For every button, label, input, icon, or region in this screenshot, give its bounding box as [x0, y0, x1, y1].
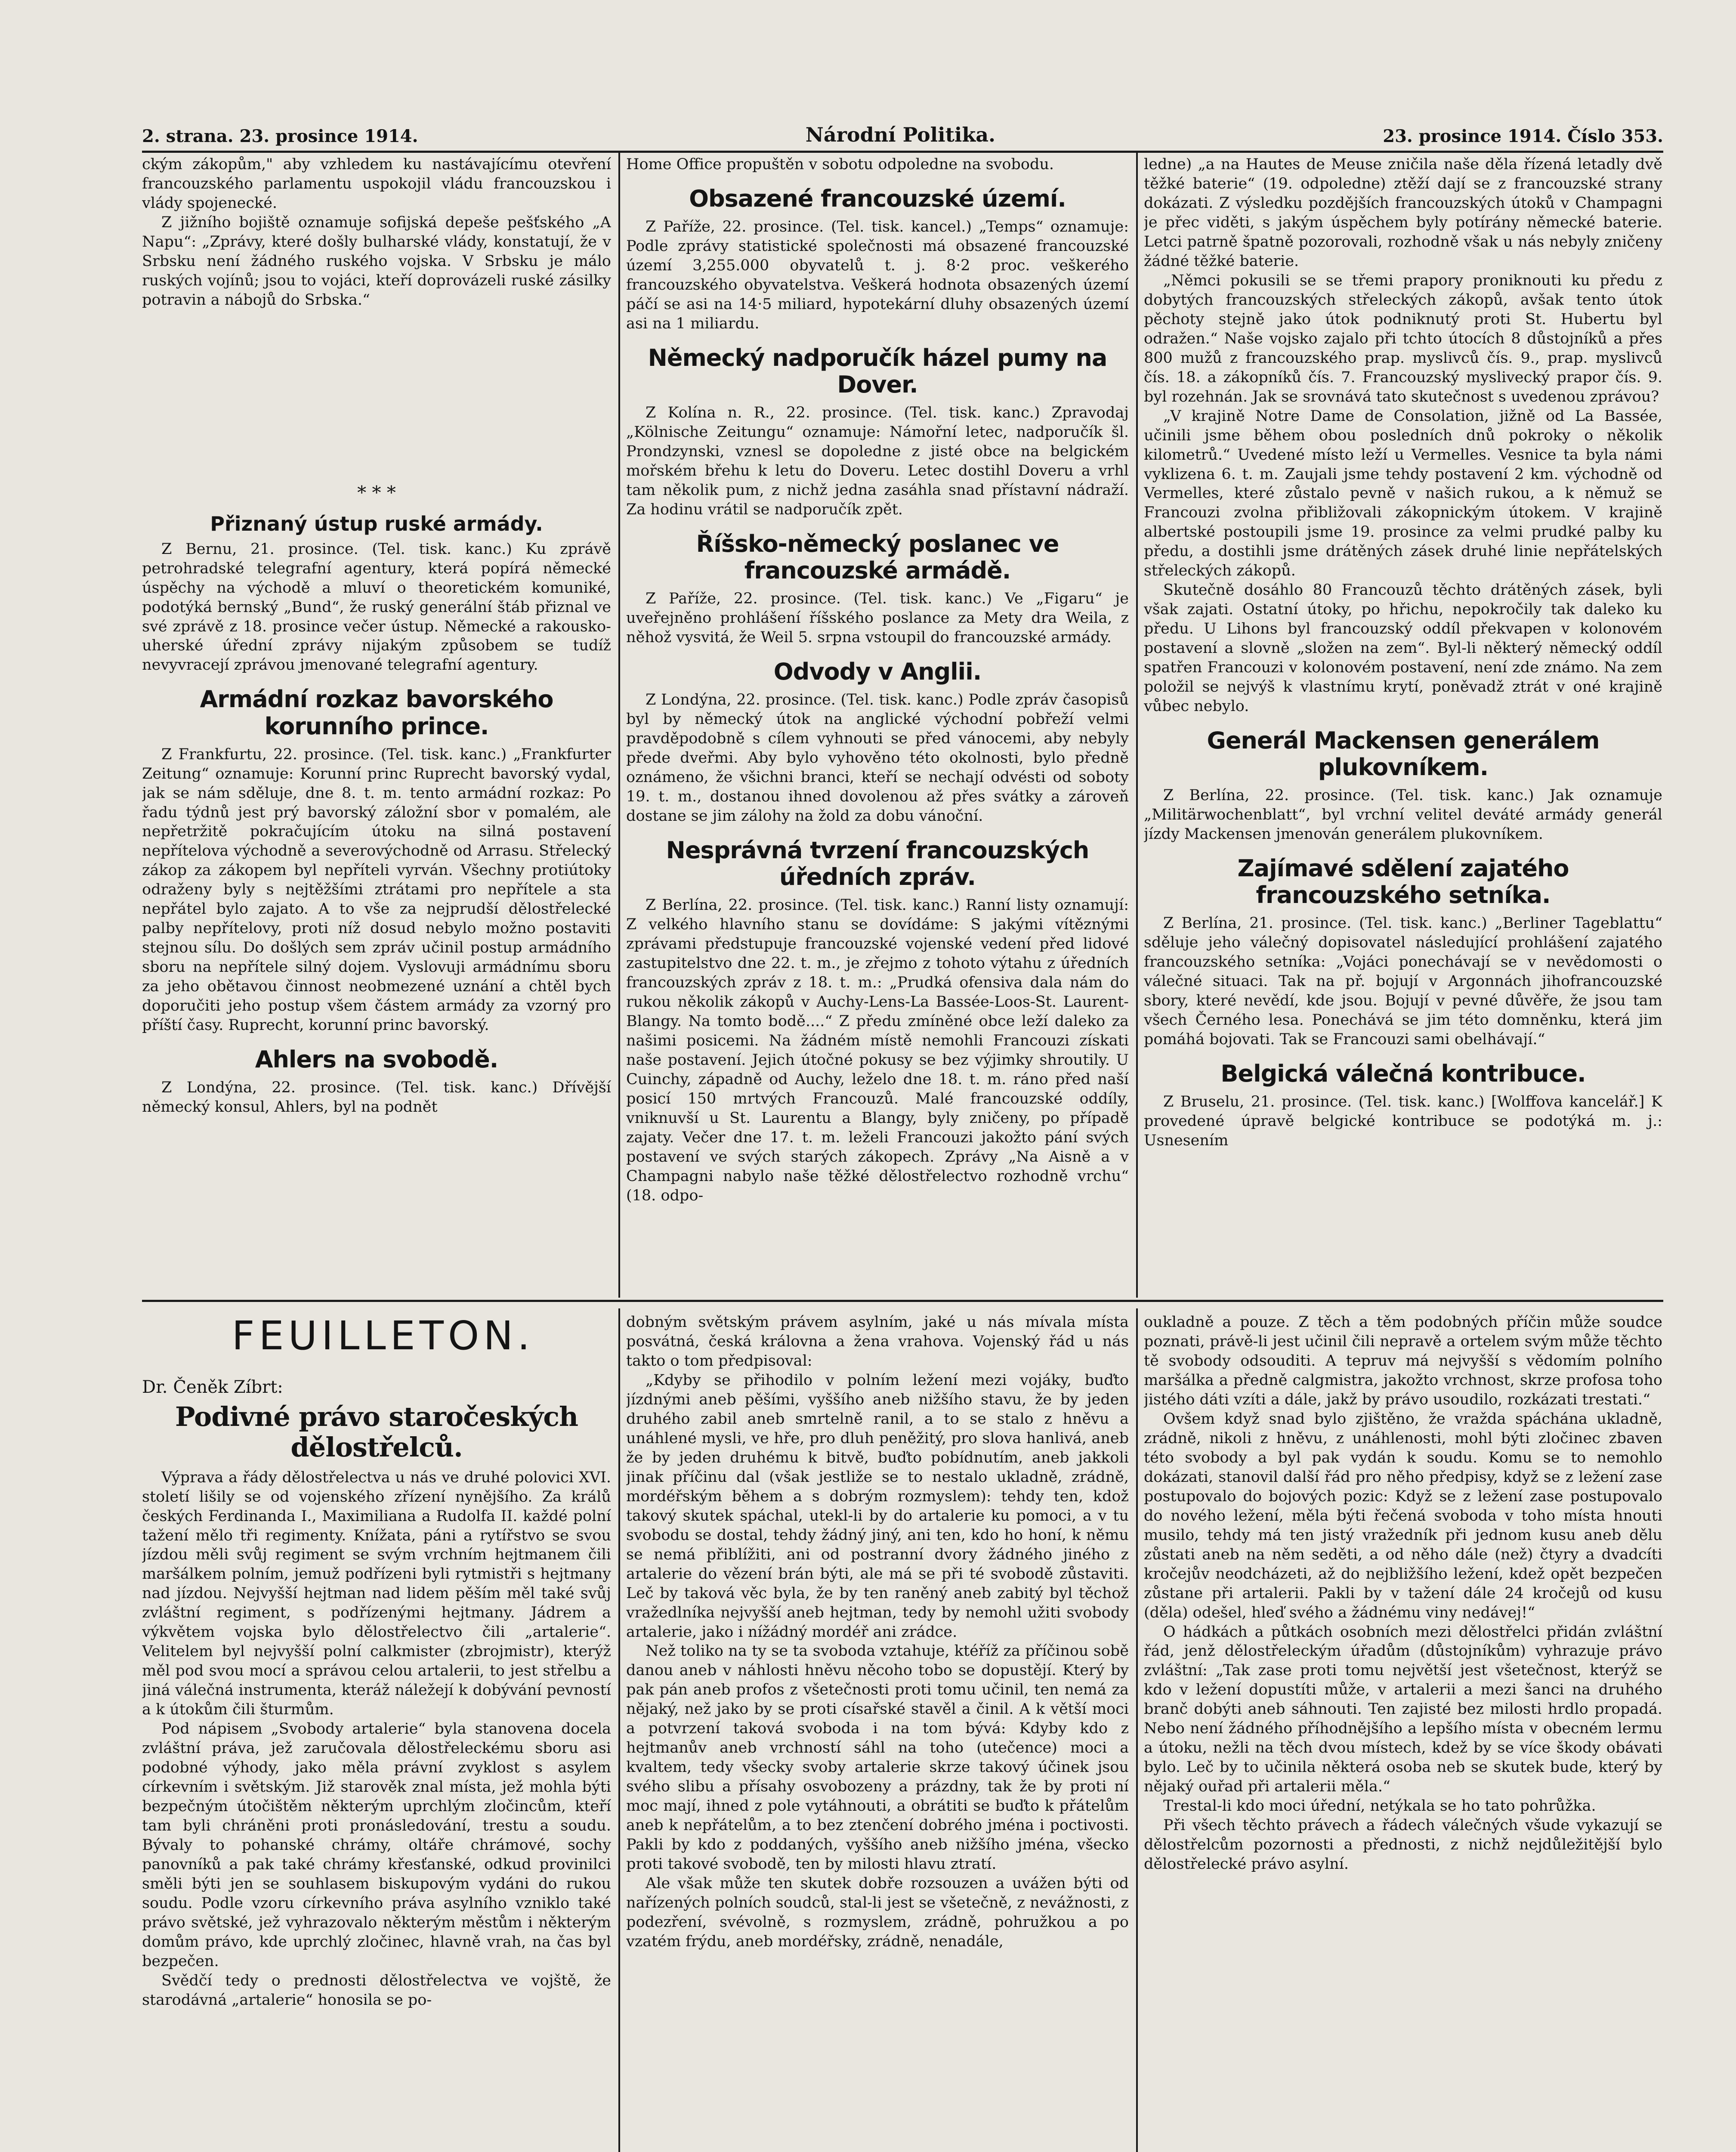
feuilleton-column-3: [1144, 1313, 1662, 2152]
feuilleton-paragraph: Pod nápisem „Svobody artalerie“ byla stanovena docela zvláštní práva, jež zaručovala dělostřeleckému sboru asi podobné výhody, jako měla právní zvyklost s asylem církevním i světským. Již starověk znal místa, jež mohla býti bezpečným útočištěm některým uprchlým zločincům, kteří tam byli chráněni proti pronásledování, trestu a soudu. Bývaly to pohanské chrámy, oltáře chrámové, sochy panovníků a pak také chrámy křesťanské, odkud provinilci směli býti jen se souhlasem biskupovým vydáni do rukou soudu. Podle vzoru církevního práva asylního vzniklo také právo světské, jež vyhrazovalo některým městům i některým domům právo, kde uprchlý zločinec, hlavně vrah, na čas byl bezpečen.: [142, 1720, 611, 1970]
article-continuation: Home Office propuštěn v sobotu odpoledne na svobodu.: [626, 156, 1054, 173]
feuilleton-author: Dr. Čeněk Zíbrt:: [142, 1377, 283, 1397]
article-paragraph: Z Paříže, 22. prosince. (Tel. tisk. kancel.) „Temps“ oznamuje: Podle zprávy statistické společnosti má obsazené francouzské území 3,255.000 obyvatelů t. j. 8·2 proc. veškerého francouzského obyvatelstva. Veškerá hodnota obsazených území páčí se asi na 14·5 miliard, hypotekární dluhy obsazených území asi na 1 miliardu.: [626, 218, 1129, 332]
feuilleton-paragraph: O hádkách a půtkách osobních mezi dělostřelci přidán zvláštní řád, jenž dělostřeleckým úřadům (důstojníkům) vyhrazuje právo zvláštní: „Tak zase proti tomu největší jest všetečnost, kterýž se kdo v ležení dopustíti může, v artalerii a mezi šanci na druhého branč dobýti aneb sáhnouti. Ten zajisté bez milosti hrdlo propadá. Nebo není žádného příhodnějšího a lepšího místa v obecném lermu a útoku, nežli na těch dvou místech, kdež by se více škody obávati bylo. Leč by to učinila některá osoba neb se skutek bude, který by nějaký ouřad při artalerii měla.“: [1144, 1623, 1662, 1796]
article-heading: Zajímavé sdělení zajatého francouzského setníka.: [1237, 855, 1569, 909]
feuilleton-paragraph: dobným světským právem asylním, jaké u nás mívala místa posvátná, česká královna a žena vrahova. Vojenský řád u nás takto o tom předpisoval:: [626, 1314, 1129, 1370]
article-paragraph: „Němci pokusili se se třemi prapory proniknouti ku předu z dobytých francouzských střeleckých zákopů, avšak tento útok pěchoty stejně jako útok podniknutý proti St. Hubertu byl odražen.“ Naše vojsko zajalo při tchto útocích 8 důstojníků a přes 800 mužů z francouzského prap. myslivců čís. 9., prap. myslivců čís. 18. a zákopníků čís. 7. Francouzský myslivecký prapor čís. 9. byl rozehnán. Jak se srovnává tato skutečnost s uvedenou zprávou?: [1144, 272, 1662, 405]
feuilleton-column-1: [142, 1369, 611, 2152]
article-heading: Obsazené francouzské území.: [689, 185, 1066, 212]
news-column-2: [626, 155, 1129, 1296]
feuilleton-column-2: [626, 1313, 1129, 2152]
header-date-left: 2. strana. 23. prosince 1914.: [142, 126, 418, 146]
feuilleton-paragraph: Výprava a řády dělostřelectva u nás ve druhé polovici XVI. století lišily se od vojenského zřízení nynějšího. Za králů českých Ferdinanda I., Maximiliana a Rudolfa II. každé polní tažení mělo tři regimenty. Knížata, páni a rytířstvo se svou jízdou měli svůj regiment se svým vrchním hejtmanem čili maršálkem polním, jemuž podřízeni byli rytmistři s hejtmany nad jízdou. Nejvyšší hejtman nad lidem pěším měl také svůj zvláštní regiment, s podřízenými hejtmany. Jádrem a výkvětem vojska bylo dělostřelectvo čili „artalerie“. Velitelem byl nejvyšší polní calkmister (zbrojmistr), kterýž měl pod svou mocí a správou celou artalerii, to jest střelbu a jiná válečná instrumenta, kteráž náležejí k dobývání pevností a k útokům čili šturmům.: [142, 1469, 611, 1719]
section-separator: * * *: [357, 482, 396, 503]
article-heading: Odvody v Anglii.: [773, 658, 982, 685]
header-issue-right: 23. prosince 1914. Číslo 353.: [1383, 126, 1663, 146]
news-column-1: [142, 155, 611, 1296]
article-continuation: ledne) „a na Hautes de Meuse zničila naše děla řízená letadly dvě těžké baterie“ (19. odpoledne) ztěží dají se z francouzské strany dokázati. Z výsledku pozdějších francouzských útoků v Champagni je přec viděti, s jakým úspěchem byly potírány německé baterie. Letci patrně špatně pozorovali, rozhodně však u nás nebyly zničeny žádné těžké baterie.: [1144, 156, 1662, 270]
article-paragraph: Z Frankfurtu, 22. prosince. (Tel. tisk. kanc.) „Frankfurter Zeitung“ oznamuje: Korunní princ Ruprecht bavorský vydal, jak se nám sděluje, dne 8. t. m. tento armádní rozkaz: Po řadu týdnů jest prý bavorský záložní sbor v pomalém, ale nepřetržitě pokračujícím útoku na silná postavení nepřítelova východně a severovýchodně od Arrasu. Střelecký zákop za zákopem byl nepříteli vyrván. Všechny protiútoky odraženy byly s nejtěžšími ztrátami pro nepřítele a sta nepřátel bylo zajato. A to vše za nejprudší dělostřelecké palby nepřítelovy, proti níž dosud nebylo možno postaviti stejnou sílu. Do došlých sem zpráv učinil postup armádního sboru na nepřítele silný dojem. Vyslovuji armádnímu sboru za jeho obětavou činnost neobmezené uznání a chtěl bych doporučiti jeho postup všem částem armády za vzorný pro příští časy. Ruprecht, korunní princ bavorský.: [142, 745, 611, 1034]
article-paragraph: Z Bernu, 21. prosince. (Tel. tisk. kanc.) Ku zprávě petrohradské telegrafní agentury, která popírá německé úspěchy na východě a mluví o theoretickém komuniké, podotýká bernský „Bund“, že ruský generální štáb přiznal ve své zprávě z 18. prosince večer ústup. Německé a rakousko-uherské úřední zprávy nijakým způsobem se tudíž nevyvracejí zprávou jmenované telegrafní agentury.: [142, 540, 611, 674]
article-paragraph: Z Berlína, 21. prosince. (Tel. tisk. kanc.) „Berliner Tageblattu“ sděluje jeho válečný dopisovatel následující prohlášení zajatého francouzského setníka: „Vojáci ponechávají se v nevědomosti o válečné situaci. Tak na př. bojují v Argonnách jihofrancouzské sbory, které nevědí, kde jsou. Bojují v pevné důvěře, že jsou tam všech Černého lesa. Ponechává se jim této domněnku, která jim pomáhá bojovati. Tak se Francouzi sami obelhávají.“: [1144, 915, 1662, 1048]
article-paragraph: Z Bruselu, 21. prosince. (Tel. tisk. kanc.) [Wolffova kancelář.] K provedené úpravě belgické kontribuce se podotýká m. j.: Usnesením: [1144, 1093, 1662, 1150]
article-paragraph: Z Kolína n. R., 22. prosince. (Tel. tisk. kanc.) Zpravodaj „Kölnische Zeitungu“ oznamuje: Námořní letec, nadporučík šl. Prondzynski, vznesl se dopoledne z jisté obce na belgickém mořském břehu k letu do Doveru. Letec dostihl Doveru a vrhl tam několik pum, z nichž jedna zasáhla snad přístavní nádraží. Za hodinu vrátil se nadporučík zpět.: [626, 404, 1129, 518]
article-heading: Armádní rozkaz bavorského korunního prince.: [200, 686, 553, 740]
feuilleton-paragraph: Ale však může ten skutek dobře rozsouzen a uvážen býti od nařízených polních soudců, stal-li jest se všetečně, z nevážnosti, z podezření, svévolně, s rozmyslem, zrádně, pohružkou a po vzatém frýdu, aneb mordéřsky, zrádně, nenadále,: [626, 1875, 1129, 1950]
article-heading: Německý nadporučík házel pumy na Dover.: [648, 344, 1107, 398]
feuilleton-paragraph: Ovšem když snad bylo zjištěno, že vražda spáchána ukladně, zrádně, nikoli z hněvu, z unáhlenosti, mohl býti zločinec zbaven této svobody a byl pak vydán k soudu. Komu se to nemohlo dokázati, stanovil další řád pro něho předpisy, když se z ležení zase postupovalo do bojových pozic: Když se z ležení zase postupovalo do nového ležení, měla býti řečená svoboda v toho místa hnouti musilo, tehdy má ten jistý vražedník při jednom kusu aneb dělu zůstati aneb na něm seděti, a od něho dále (než) čtyry a dvadcíti kročejův neodcházeti, až do nejbližšího ležení, kdež opět bezpečen zůstane při artalerii. Pakli by v tažení dále 24 kročejů od kusu (děla) odešel, hleď svého a žádnému viny nedávej!“: [1144, 1410, 1662, 1621]
column-rule: [1136, 1308, 1138, 2152]
column-rule: [618, 153, 620, 1298]
news-column-3: [1144, 155, 1662, 1296]
article-paragraph: Z Berlína, 22. prosince. (Tel. tisk. kanc.) Jak oznamuje „Militärwochenblatt“, byl vrchní velitel deváté armády generál jízdy Mackensen jmenován generálem plukovníkem.: [1144, 787, 1662, 843]
article-heading: Přiznaný ústup ruské armády.: [210, 512, 543, 535]
article-heading: Ahlers na svobodě.: [255, 1046, 498, 1073]
feuilleton-paragraph: „Kdyby se přihodilo v polním ležení mezi vojáky, buďto jízdnými aneb pěšími, vyššího aneb nižšího stavu, že by jeden druhého zabil aneb smrtelně ranil, a to se stalo z hněvu a unáhlené mysli, ve hře, pro dluh peněžitý, pro slova hanlivá, aneb že by jeden druhému k bitvě, buďto pobídnutím, aneb jakkoli jinak příčinu dal (však jestliže se to nestalo ukladně, zrádně, mordéřským během a s dobrým rozmyslem): tehdy ten, kdož takový skutek spáchal, utekl-li by do artalerie ku pomoci, a v tu svobodu se dostal, tehdy žádný jiný, ani ten, kdo ho honí, k němu se nemá přiblížiti, ani od postranní dvory žádného jiného z artalerie do vězení brán býti, ale má se při té svobodě zůstaviti. Leč by taková věc byla, že by ten raněný aneb zabitý byl těchož vražedlníka nejvyšší aneb hejtman, tedy by nemohl užiti svobody artalerie, jako i nížádný mordéř ani zrádce.: [626, 1371, 1129, 1641]
feuilleton-heading: Podivné právo staročeských dělostřelců.: [175, 1401, 578, 1463]
article-paragraph: Z Londýna, 22. prosince. (Tel. tisk. kanc.) Podle zpráv časopisů byl by německý útok na anglické východní pobřeží velmi pravděpodobně s cílem vyhnouti se před vánocemi, aby nebyly přede dveřmi. Aby bylo vyhověno této okolnosti, bylo předně oznámeno, že všichni branci, kteří se nechají odvésti od soboty 19. t. m., dostanou ihned dovolenou až přes svátky a zároveň dostane se jim zálohy na žold za dobu vánoční.: [626, 691, 1129, 825]
article-heading: Říšsko-německý poslanec ve francouzské armádě.: [696, 530, 1059, 584]
article-paragraph: Z Londýna, 22. prosince. (Tel. tisk. kanc.) Dřívější německý konsul, Ahlers, byl na podnět: [142, 1079, 611, 1116]
feuilleton-paragraph: Než toliko na ty se ta svoboda vztahuje, ktéříž za příčinou sobě danou aneb v náhlosti hněvu něcoho tobo se dopustějí. Který by pak pán aneb profos z všetečnosti proti tomu učinil, ten nemá za nějaký, než jako by se proti císařské stavěl a činil. A k větší moci a potvrzení taková svoboda i na tom bývá: Kdyby kdo z hejtmanův aneb vrchností sáhl na toho (utečence) moci a kvaltem, tedy všecky svoby artalerie skrze takový účinek jsou svého slibu a přísahy osvobozeny a prázdny, tak že by proti ní moc mají, ihned z pole vytáhnouti, a obrátiti se buďto k přátelům aneb k nepřátelům, a to bez ztenčení dobrého jména i poctivosti. Pakli by kdo z poddaných, vyššího aneb nižšího jména, všecko proti takové svobodě, ten by milosti hlavu ztratí.: [626, 1642, 1129, 1873]
article-heading: Belgická válečná kontribuce.: [1220, 1060, 1586, 1088]
article-paragraph: Z Paříže, 22. prosince. (Tel. tisk. kanc.) Ve „Figaru“ je uveřejněno prohlášení říšského poslance za Mety dra Weila, z něhož vysvitá, že Weil 5. srpna vstoupil do francouzské armády.: [626, 590, 1129, 646]
feuilleton-paragraph: Při všech těchto právech a řádech válečných všude vykazují se dělostřelcům pozornosti a přednosti, z nichž nejdůležitější bylo dělostřelecké právo asylní.: [1144, 1817, 1662, 1873]
masthead: [142, 116, 1663, 153]
article-paragraph: Skutečně dosáhlo 80 Francouzů těchto drátěných zásek, byli však zajati. Ostatní útoky, po hřichu, nepokročily tak daleko ku předu. U Lihons byl francouzský oddíl překvapen v kolonovém postavení a slovně „složen na zem“. Byl-li některý německý oddíl spatřen Francouzi v kolonovém postavení, není zde známo. Na zem položil se nejvýš k vlastnímu krytí, poněvadž ztrát v oné krajině vůbec nebylo.: [1144, 581, 1662, 715]
article-paragraph: „V krajině Notre Dame de Consolation, jižně od La Bassée, učinili jsme během obou posledních dnů pokroky o několik kilometrů.“ Uvedené místo leží u Vermelles. Vesnice ta byla námi vyklizena 6. t. m. Zaujali jsme tehdy postavení 2 km. východně od Vermelles, které zůstalo pevně v našich rukou, a k němuž se Francouzi zvolna přibližovali zákopnickým útokem. V krajině albertské postoupili jsme 19. prosince za velmi prudké palby ku předu, a dostihli jsme drátěných zásek druhé linie nepřátelských střeleckých zákopů.: [1144, 407, 1662, 580]
feuilleton-paragraph: oukladně a pouze. Z těch a těm podobných příčin může soudce poznati, právě-li jest učinil čili nepravě a ortelem svým může těchto tě svobody odsouditi. A tepruv má nejvyšší s vědomím polního maršálka a předně calgmistra, jakožto vrchnost, skrze profosa toho jistého dáti vzíti a dále, jakž by právo usoudilo, rozkázati trestati.“: [1144, 1314, 1662, 1408]
feuilleton-paragraph: Svědčí tedy o prednosti dělostřelectva ve vojště, že starodávná „artalerie“ honosila se po-: [142, 1972, 611, 2009]
column-rule: [618, 1308, 620, 2152]
column-rule: [1136, 153, 1138, 1298]
feuilleton-title: FEUILLETON.: [232, 1313, 534, 1359]
feuilleton-paragraph: Trestal-li kdo moci úřední, netýkala se ho tato pohrůžka.: [1163, 1797, 1596, 1815]
article-continuation: ckým zákopům," aby vzhledem ku nastávajícímu otevření francouzského parlamentu uspokojil vládu francouzskou i vlády spojenecké.: [142, 156, 611, 212]
article-paragraph: Z jižního bojiště oznamuje sofijská depeše pešťského „A Napu“: „Zprávy, které došly bulharské vlády, konstatují, že v Srbsku není žádného ruského vojska. V Srbsku je málo ruských vojínů; jsou to vojáci, kteří doprovázeli ruské zásilky potravin a nábojů do Srbska.“: [142, 213, 611, 309]
newspaper-title: Národní Politika.: [805, 123, 996, 146]
article-paragraph: Z Berlína, 22. prosince. (Tel. tisk. kanc.) Ranní listy oznamují: Z velkého hlavního stanu se dovídáme: S jakými vítěznými zprávami předstupuje francouzské vojenské vedení před lidové zastupitelstvo dne 22. t. m., je zřejmo z tohoto výtahu z úředních francouzských zpráv z 18. t. m.: „Prudká ofensiva dala nám do rukou několik zákopů v Auchy-Lens-La Bassée-Loos-St. Laurent-Blangy. Na tomto bodě....“ Z předu zmíněné obce leží daleko za našimi posicemi. Na žádném místě nemohli Francouzi získati naše postavení. Jejich útočné pokusy se bez výjimky shroutily. U Cuinchy, západně od Auchy, leželo dne 18. t. m. ráno před naší posicí 150 mrtvých Francouzů. Malé francouzské oddíly, vniknuvší u St. Laurentu a Blangy, byly zničeny, po případě zajaty. Večer dne 17. t. m. leželi Francouzi jakožto pání svých postavení ve svých starých zákopech. Zprávy „Na Aisně a v Champagni nabylo naše těžké dělostřelectvo rozhodně vrchu“ (18. odpo-: [626, 897, 1129, 1204]
article-heading: Generál Mackensen generálem plukovníkem.: [1207, 727, 1600, 781]
article-heading: Nesprávná tvrzení francouzských úředních zpráv.: [666, 836, 1089, 890]
feuilleton-divider: [142, 1300, 1663, 1302]
